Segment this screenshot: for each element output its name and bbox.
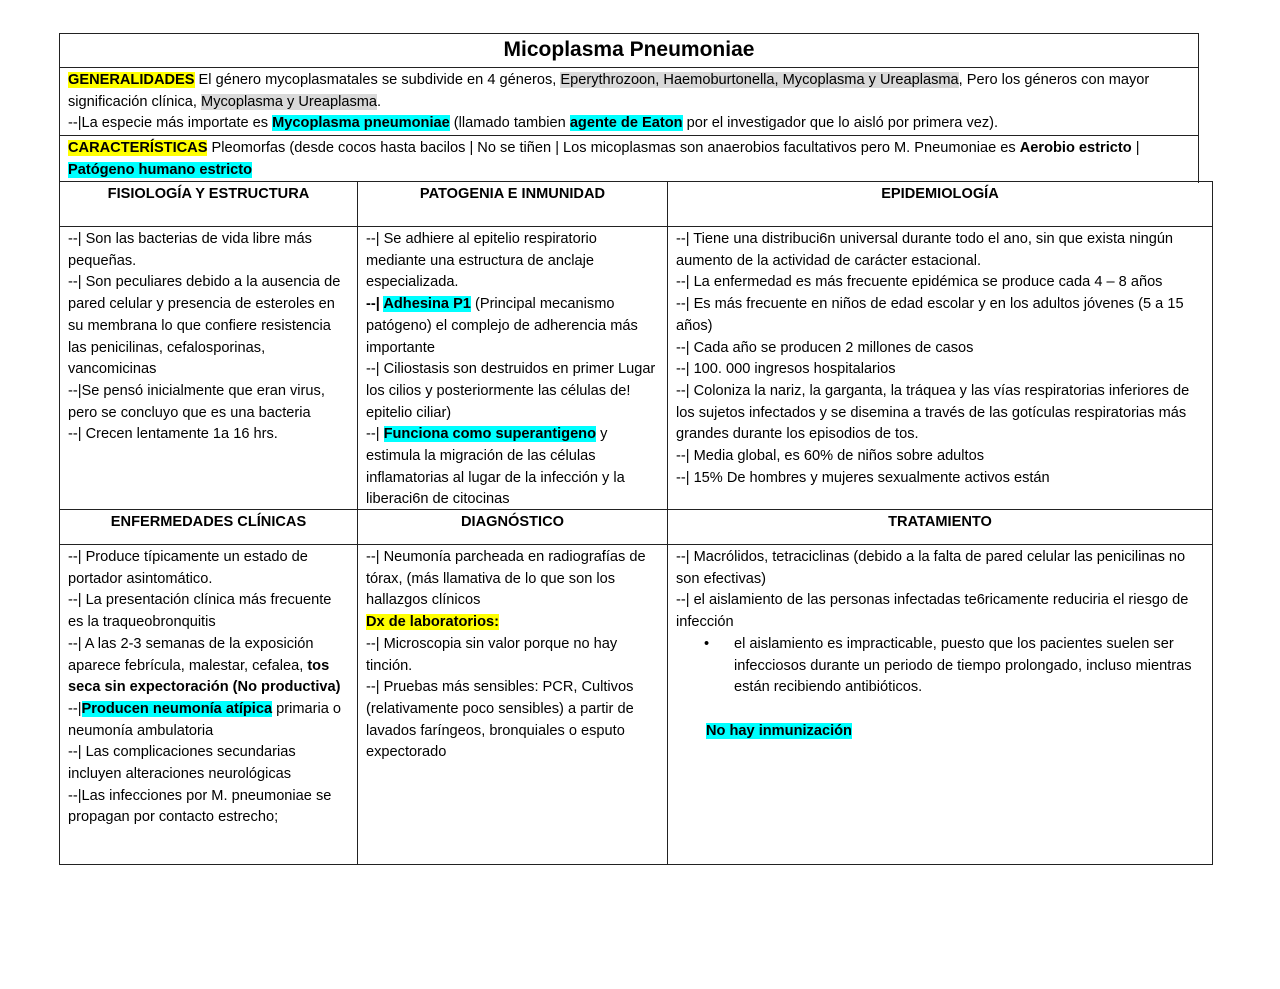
caracteristicas-text: | xyxy=(1131,140,1140,156)
atipica-highlight: Producen neumonía atípica xyxy=(81,700,273,717)
title-box xyxy=(59,33,1199,68)
spacer xyxy=(676,699,1204,721)
species-highlight: Mycoplasma pneumoniae xyxy=(272,115,450,132)
epidemiologia-item: --| Tiene una distribuci6n universal durante todo el ano, sin que exista ningún aumento de la actividad de carácter estacional. xyxy=(676,231,1174,269)
aerobio-text: Aerobio estricto xyxy=(1019,140,1132,156)
patogenia-item xyxy=(366,294,659,359)
enfermedades-text: primaria o neumonía ambulatoria xyxy=(68,700,342,739)
header-fisiologia: FISIOLOGÍA Y ESTRUCTURA xyxy=(60,182,358,227)
tos-seca-text: tos seca sin expectoración (No productiva) xyxy=(68,657,341,696)
enfermedades-cell xyxy=(60,545,358,865)
epidemiologia-cell xyxy=(668,227,1213,510)
diagnostico-item: --| Neumonía parcheada en radiografías de tórax, (más llamativa de lo que son los hallazgos clínicos xyxy=(366,549,646,609)
tratamiento-item: --| el aislamiento de las personas infectadas te6ricamente reduciria el riesgo de infección xyxy=(676,592,1189,631)
epidemiologia-item: --| La enfermedad es más frecuente epidémica se produce cada 4 – 8 años xyxy=(676,274,1163,291)
enfermedades-item: --| Produce típicamente un estado de portador asintomático. xyxy=(68,549,308,587)
patogenia-item: --| Se adhiere al epitelio respiratorio mediante una estructura de anclaje especializada. xyxy=(366,231,597,291)
main-genera: Mycoplasma y Ureaplasma xyxy=(201,93,378,110)
tratamiento-cell xyxy=(668,545,1213,865)
superantigeno-highlight: Funciona como superantigeno xyxy=(383,426,597,443)
tratamiento-item xyxy=(676,721,1204,743)
patogenia-text: (Principal mecanismo patógeno) el complejo de adherencia más importante xyxy=(366,296,638,356)
page-title: Micoplasma Pneumoniae xyxy=(503,38,755,61)
fisiologia-item: --| Son las bacterias de vida libre más pequeñas. xyxy=(68,231,312,269)
genera-list: Eperythrozoon, Haemoburtonella, Mycoplasma y Ureaplasma xyxy=(560,72,959,88)
diagnostico-item xyxy=(366,612,659,634)
patogenia-text: y estimula la migración de las células inflamatorias al lugar de la infección y la liberaci6n de citocinas xyxy=(366,426,625,508)
species-text: (llamado tambien xyxy=(449,115,570,132)
header-diagnostico: DIAGNÓSTICO xyxy=(358,510,668,545)
generalidades-label: GENERALIDADES xyxy=(68,72,195,88)
patogenia-prefix: --| xyxy=(366,426,384,443)
caracteristicas-text: Pleomorfas (desde cocos hasta bacilos | No se tiñen | Los micoplasmas son anaerobios facultativos pero M. Pneumoniae es xyxy=(207,140,1020,156)
fisiologia-item: --| Son peculiares debido a la ausencia de pared celular y presencia de esteroles en su membrana lo que confiere resistencia las penicilinas, cefalosporinas, vancomicinas xyxy=(68,274,341,378)
inmunizacion-highlight: No hay inmunización xyxy=(706,722,852,739)
tratamiento-item: --| Macrólidos, tetraciclinas (debido a la falta de pared celular las penicilinas no son efectivas) xyxy=(676,549,1186,587)
fisiologia-cell xyxy=(60,227,358,510)
patogenia-item: --| Ciliostasis son destruidos en primer Lugar los cilios y posteriormente las células de! epitelio ciliar) xyxy=(366,361,656,421)
diagnostico-item: --| Pruebas más sensibles: PCR, Cultivos (relativamente poco sensibles) a partir de lavados faríngeos, bronquiales o esputo expectorado xyxy=(366,679,634,761)
enfermedades-text: --| A las 2-3 semanas de la exposición aparece febrícula, malestar, cefalea, xyxy=(68,635,314,674)
generalidades-text: El género mycoplasmatales se subdivide en 4 géneros, xyxy=(194,72,561,88)
diagnostico-cell xyxy=(358,545,668,865)
bullet-dot-icon: • xyxy=(704,635,710,652)
species-text: por el investigador que lo aisló por primera vez). xyxy=(682,115,999,132)
epidemiologia-item: --| Media global, es 60% de niños sobre adultos xyxy=(676,448,985,465)
dx-laboratorios-label: Dx de laboratorios: xyxy=(366,614,499,631)
species-text: --|La especie más importate es xyxy=(68,115,273,132)
adhesina-highlight: Adhesina P1 xyxy=(383,296,471,313)
generalidades-text: , Pero los géneros con mayor significación clínica, xyxy=(68,72,1150,110)
patogenia-prefix: --| xyxy=(366,296,384,313)
header-enfermedades: ENFERMEDADES CLÍNICAS xyxy=(60,510,358,545)
enfermedades-prefix: --| xyxy=(68,700,82,717)
patogenia-item xyxy=(366,424,659,510)
eaton-highlight: agente de Eaton xyxy=(569,115,683,132)
diagnostico-item: --| Microscopia sin valor porque no hay tinción. xyxy=(366,635,618,674)
header-tratamiento: TRATAMIENTO xyxy=(668,510,1213,545)
header-epidemiologia: EPIDEMIOLOGÍA xyxy=(668,182,1213,227)
epidemiologia-item: --| Es más frecuente en niños de edad escolar y en los adultos jóvenes (5 a 15 años) xyxy=(676,296,1184,334)
header-patogenia: PATOGENIA E INMUNIDAD xyxy=(358,182,668,227)
enfermedades-item xyxy=(68,634,349,699)
enfermedades-item: --|Las infecciones por M. pneumoniae se propagan por contacto estrecho; xyxy=(68,787,332,826)
caracteristicas-label: CARACTERÍSTICAS xyxy=(68,140,208,156)
generalidades-section xyxy=(59,67,1199,136)
main-table xyxy=(59,181,1213,865)
caracteristicas-section xyxy=(59,135,1199,183)
enfermedades-item xyxy=(68,699,349,742)
generalidades-text: . xyxy=(377,93,382,110)
tratamiento-bullet xyxy=(676,634,1204,699)
fisiologia-item: --| Crecen lentamente 1a 16 hrs. xyxy=(68,426,278,443)
patogenia-cell xyxy=(358,227,668,510)
fisiologia-item: --|Se pensó inicialmente que eran virus, pero se concluyo que es una bacteria xyxy=(68,382,325,421)
patogeno-highlight: Patógeno humano estricto xyxy=(68,161,253,178)
bullet-text: el aislamiento es impracticable, puesto que los pacientes suelen ser infecciosos durante un periodo de tiempo prolongado, incluso mientras están recibiendo antibióticos. xyxy=(734,635,1192,696)
enfermedades-item: --| La presentación clínica más frecuente es la traqueobronquitis xyxy=(68,592,332,631)
enfermedades-item: --| Las complicaciones secundarias incluyen alteraciones neurológicas xyxy=(68,744,296,783)
epidemiologia-item: --| Coloniza la nariz, la garganta, la tráquea y las vías respiratorias inferiores de los sujetos infectados y se disemina a través de las gotículas respiratorias más grandes durante los episodios de tos. xyxy=(676,382,1190,443)
epidemiologia-item: --| Cada año se producen 2 millones de casos xyxy=(676,339,974,356)
epidemiologia-item: --| 100. 000 ingresos hospitalarios xyxy=(676,361,896,378)
epidemiologia-item: --| 15% De hombres y mujeres sexualmente activos están xyxy=(676,469,1050,486)
